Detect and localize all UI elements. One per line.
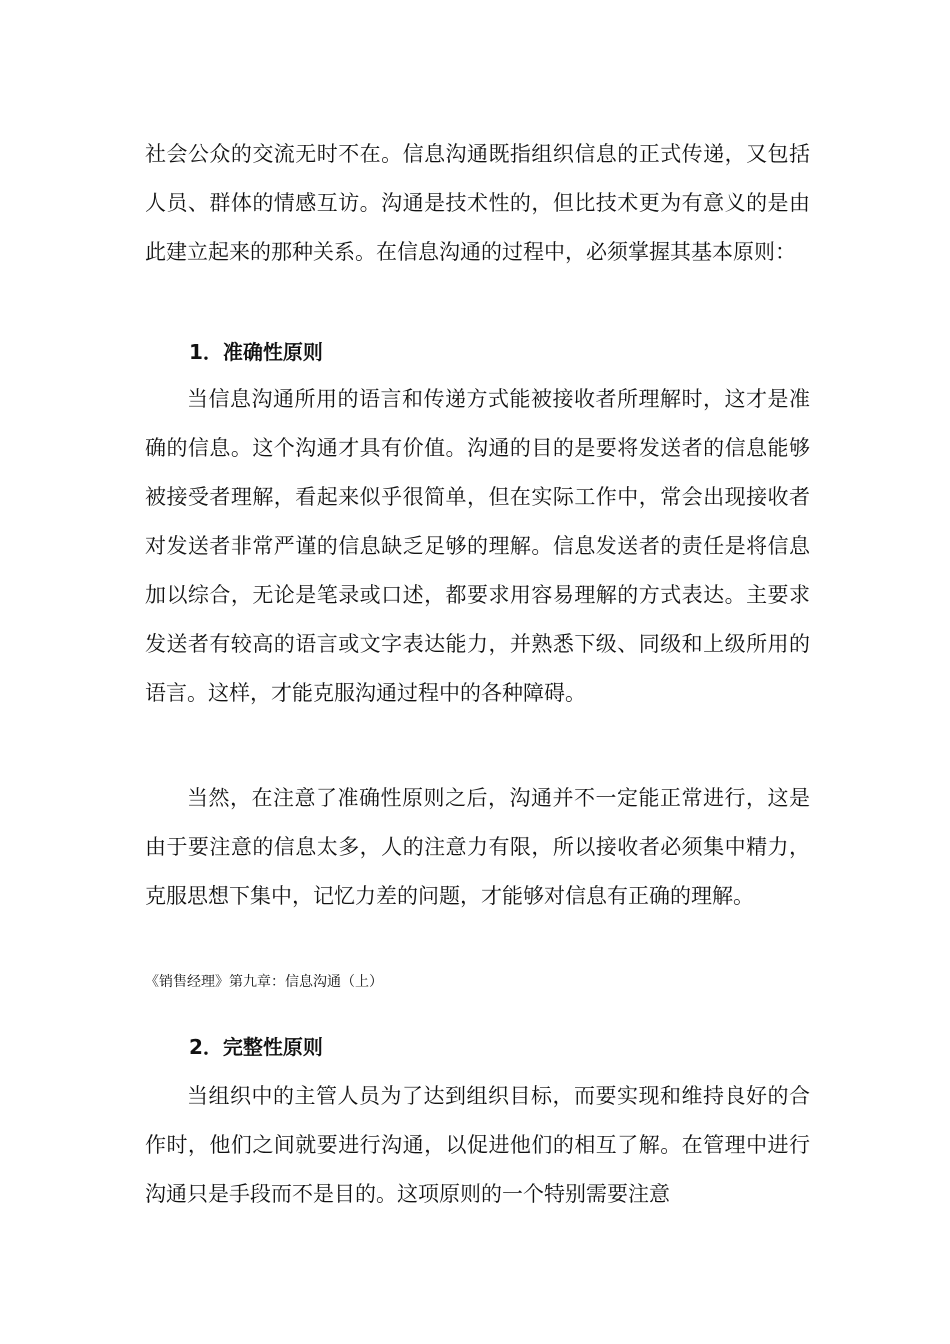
footer-source-note: 《销售经理》第九章：信息沟通（上） bbox=[145, 974, 383, 990]
section2-paragraph1: 当组织中的主管人员为了达到组织目标，而要实现和维持良好的合作时，他们之间就要进行沟通，以促进他们的相互了解。在管理中进行沟通只是手段而不是目的。这项原则的一个特别需要注意 bbox=[145, 1084, 810, 1206]
intro-paragraph: 社会公众的交流无时不在。信息沟通既指组织信息的正式传递，又包括人员、群体的情感互访。沟通是技术性的，但比技术更为有意义的是由此建立起来的那种关系。在信息沟通的过程中，必须掌握其基本原则： bbox=[145, 142, 810, 264]
section2-heading: 2．完整性原则 bbox=[189, 1035, 323, 1059]
section1-paragraph1: 当信息沟通所用的语言和传递方式能被接收者所理解时，这才是准确的信息。这个沟通才具有价值。沟通的目的是要将发送者的信息能够被接受者理解，看起来似乎很简单，但在实际工作中，常会出现接收者对发送者非常严谨的信息缺乏足够的理解。信息发送者的责任是将信息加以综合，无论是笔录或口述，都要求用容易理解的方式表达。主要求发送者有较高的语言或文字表达能力，并熟悉下级、同级和上级所用的语言。这样，才能克服沟通过程中的各种障碍。 bbox=[145, 387, 810, 705]
section1-paragraph2-block bbox=[145, 774, 810, 921]
section1-paragraph1-block bbox=[145, 375, 810, 718]
section1-paragraph2: 当然，在注意了准确性原则之后，沟通并不一定能正常进行，这是由于要注意的信息太多，人的注意力有限，所以接收者必须集中精力，克服思想下集中，记忆力差的问题，才能够对信息有正确的理解。 bbox=[145, 786, 810, 908]
intro-paragraph-block bbox=[145, 130, 810, 277]
section2-paragraph1-block bbox=[145, 1072, 810, 1219]
section1-heading: 1．准确性原则 bbox=[189, 340, 323, 364]
